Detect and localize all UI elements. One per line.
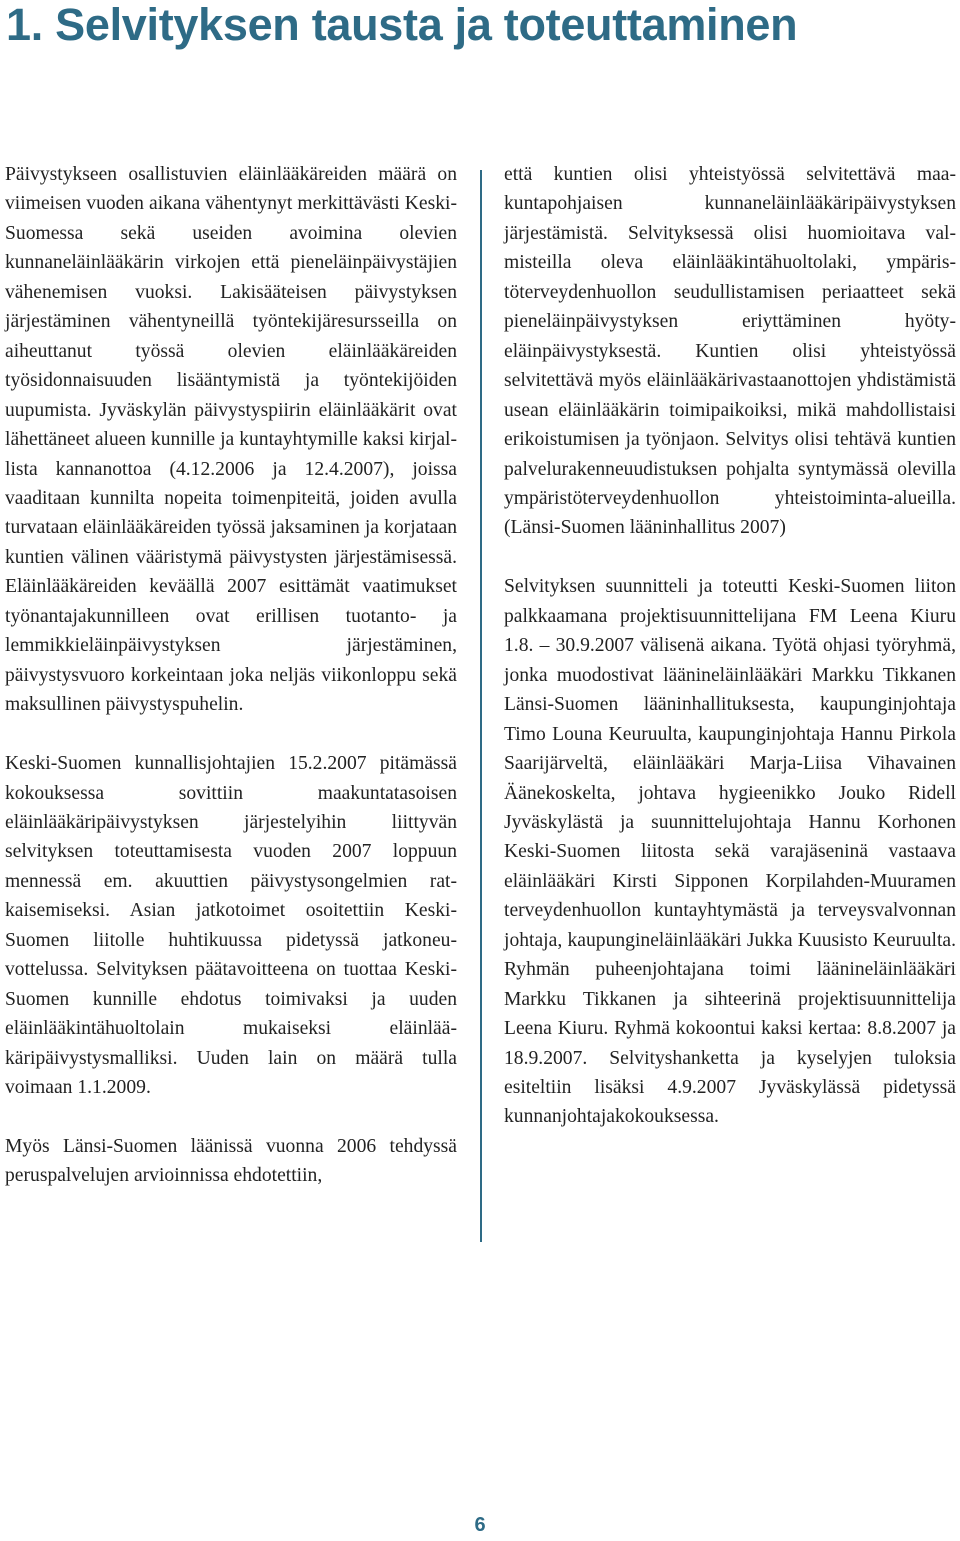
paragraph: Keski-Suomen kunnallisjohtajien 15.2.2007 pitämässä kokouksessa sovittiin maakuntatasoisen eläinlääkäripäivystyksen järjestelyihin liittyvän selvityksen toteuttamisesta vuoden 2007 loppuun mennessä em. akuuttien päivystysongelmien ratkaisemiseksi. Asian jatkotoimet osoitettiin Keski-Suomen liitolle huhtikuussa pidetyssä jatkoneuvottelussa. Selvityksen päätavoitteena on tuottaa Keski-Suomen kunnille ehdotus toimivaksi ja uuden eläinlääkintähuoltolain mukaiseksi eläinlääkäripäivystysmalliksi. Uuden lain on määrä tulla voimaan 1.1.2009.: [5, 753, 457, 1099]
page-title: 1. Selvityksen tausta ja toteuttaminen: [6, 0, 798, 50]
column-divider: [480, 170, 482, 1242]
paragraph: Päivystykseen osallistuvien eläinlääkäreiden määrä on viimeisen vuoden aikana vähentynyt merkittävästi Keski-Suomessa sekä useiden avoimina olevien kunnaneläinlääkärin virkojen että pieneläinpäivystäjien vähenemisen vuoksi. Lakisääteisen päivystyksen järjestäminen vähentyneillä työntekijäresursseilla on aiheuttanut työssä olevien eläinlääkäreiden työsidonnaisuuden lisääntymistä ja työntekijöiden uupumista. Jyväskylän päivystyspiirin eläinlääkärit ovat lähettäneet alueen kunnille ja kuntayhtymille kaksi kirjallista kannanottoa (4.12.2006 ja 12.4.2007), joissa vaaditaan kunnilta nopeita toimenpiteitä, joiden avulla turvataan eläinlääkäreiden työssä jaksaminen ja korjataan kuntien välinen vääristymä päivystysten järjestämisessä. Eläinlääkäreiden keväällä 2007 esittämät vaatimukset työnantajakunnilleen ovat erillisen tuotanto- ja lemmikkieläinpäivystyksen järjestäminen, päivystysvuoro korkeintaan joka neljäs viikonloppu sekä maksullinen päivystyspuhelin.: [5, 164, 457, 716]
paragraph: Myös Länsi-Suomen läänissä vuonna 2006 tehdyssä peruspalvelujen arvioinnissa ehdotettiin,: [5, 1135, 457, 1187]
page-number: 6: [474, 1514, 486, 1536]
right-column: [504, 160, 956, 1132]
left-column: [5, 160, 457, 1191]
paragraph: Selvityksen suunnitteli ja toteutti Keski-Suomen liiton palkkaamana projektisuunnittelijana FM Leena Kiuru 1.8. – 30.9.2007 välisenä aikana. Työtä ohjasi työryhmä, jonka muodostivat läänineläinlääkäri Markku Tikkanen Länsi-Suomen lääninhallituksesta, kaupunginjohtaja Timo Louna Keuruulta, kaupunginjohtaja Hannu Pirkola Saarijärveltä, eläinlääkäri Marja-Liisa Vihavainen Äänekoskelta, johtava hygieenikko Jouko Ridell Jyväskylästä ja suunnittelujohtaja Hannu Korhonen Keski-Suomen liitosta sekä varajäseninä vastaava eläinlääkäri Kirsti Sipponen Korpilahden-Muuramen terveydenhuollon kuntayhtymästä ja terveysvalvonnan johtaja, kaupungineläinlääkäri Jukka Kuusisto Keuruulta. Ryhmän puheenjohtajana toimi läänineläinlääkäri Markku Tikkanen ja sihteerinä projektisuunnittelija Leena Kiuru. Ryhmä kokoontui kaksi kertaa: 8.8.2007 ja 18.9.2007. Selvityshanketta ja kyselyjen tuloksia esiteltiin lisäksi 4.9.2007 Jyväskylässä pidetyssä kunnanjohtajakokouksessa.: [504, 576, 956, 1128]
paragraph: että kuntien olisi yhteistyössä selvitettävä maakuntapohjaisen kunnaneläinlääkäripäivystyksen järjestämistä. Selvityksessä olisi huomioitava valmisteilla oleva eläinlääkintähuoltolaki, ympäristöterveydenhuollon seudullistamisen periaatteet sekä pieneläinpäivystyksen eriyttäminen hyötyeläinpäivystyksestä. Kuntien olisi yhteistyössä selvitettävä myös eläinlääkärivastaanottojen yhdistämistä usean eläinlääkärin toimipaikoiksi, mikä mahdollistaisi erikoistumisen ja työnjaon. Selvitys olisi tehtävä kuntien palvelurakenneuudistuksen pohjalta syntymässä olevilla ympäristöterveydenhuollon yhteistoiminta-alueilla. (Länsi-Suomen lääninhallitus 2007): [504, 164, 956, 539]
